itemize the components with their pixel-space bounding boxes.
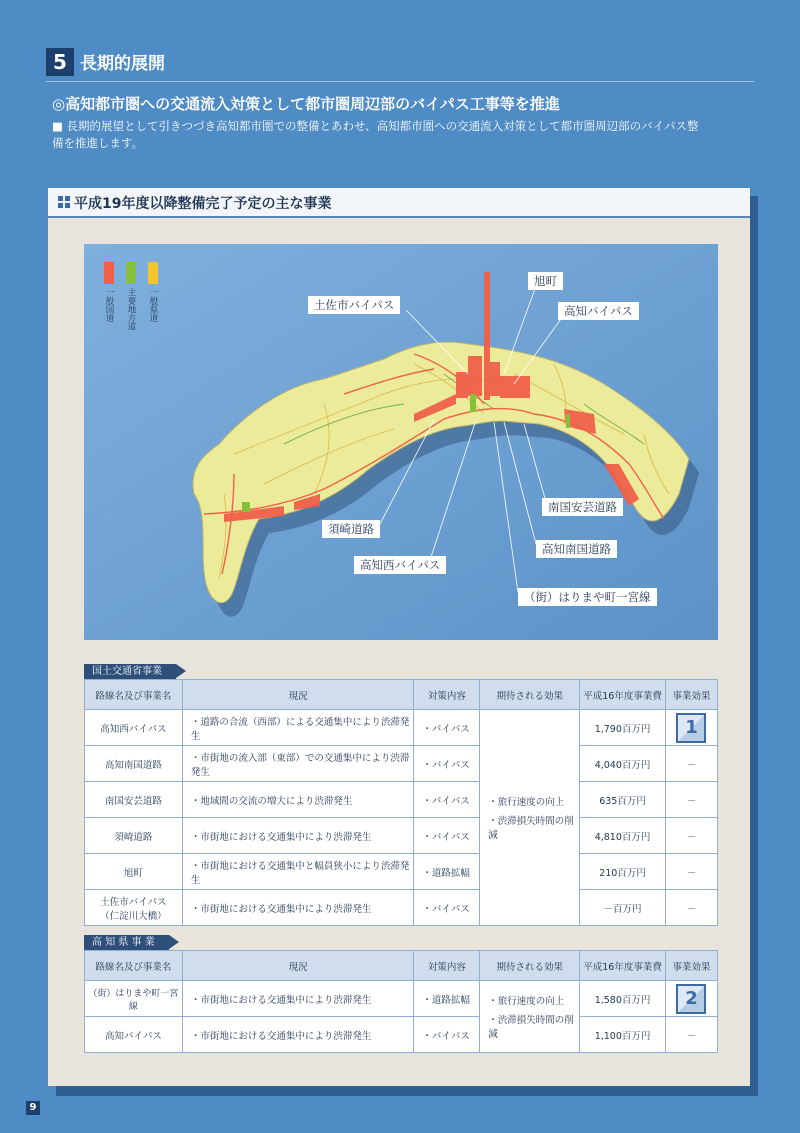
effect-line: ・旅行速度の向上	[488, 996, 565, 1007]
legend-label: 主要地方道	[126, 288, 136, 331]
effect-cell: －	[665, 746, 717, 782]
table-row	[85, 890, 718, 926]
section-number: 5	[46, 48, 74, 76]
national-projects-table	[84, 679, 718, 926]
prefecture-table-tab: 高 知 県 事 業	[84, 935, 169, 950]
effect-cell: －	[665, 890, 717, 926]
project-measure: ・バイパス	[414, 818, 480, 854]
effect-badge-2[interactable]: 2	[676, 984, 706, 1014]
col-header: 事業効果	[665, 951, 717, 981]
project-name: 高知バイパス	[85, 1017, 183, 1053]
project-measure: ・バイパス	[414, 1017, 480, 1053]
table-header-row	[85, 951, 718, 981]
col-header: 対策内容	[414, 680, 480, 710]
section-title: 長期的展開	[80, 54, 165, 74]
map-label-susaki: 須崎道路	[322, 520, 380, 538]
legend-label: 一般県道	[148, 288, 158, 322]
project-measure: ・道路拡幅	[414, 854, 480, 890]
effect-line: ・渋滞損失時間の削減	[488, 1015, 574, 1040]
intro-bullet: ■ 長期的展望として引きつづき高知都市圏での整備とあわせ、高知都市圏への交通流入対策として都市圏周辺部のバイパス整備を推進します。	[52, 119, 699, 150]
project-status: ・市街地における交通集中により渋滞発生	[182, 890, 414, 926]
table-row	[85, 1017, 718, 1053]
project-name	[85, 890, 183, 926]
effect-badge-1[interactable]: 1	[676, 713, 706, 743]
map-label-harimaya: （街）はりまや町一宮線	[518, 588, 657, 606]
project-name: 高知西バイパス	[85, 710, 183, 746]
legend-prefectural-road	[146, 262, 160, 322]
project-cost: 4,810百万円	[580, 818, 666, 854]
project-cost: 4,040百万円	[580, 746, 666, 782]
table-row	[85, 710, 718, 746]
map-label-asahi: 旭町	[528, 272, 563, 290]
map-label-kochi-bypass: 高知バイパス	[558, 302, 639, 320]
col-header: 期待される効果	[480, 680, 580, 710]
legend-national-road	[102, 262, 116, 322]
legend-main-local-road	[124, 262, 138, 331]
col-header: 現況	[182, 951, 414, 981]
effect-line: ・旅行速度の向上	[488, 797, 565, 808]
map-label-kochi-nankoku: 高知南国道路	[536, 540, 617, 558]
project-name-sub: （仁淀川大橋）	[100, 910, 167, 922]
project-name-line: 土佐市バイパス	[100, 896, 167, 908]
project-status: ・地域間の交流の増大により渋滞発生	[182, 782, 414, 818]
col-header: 対策内容	[414, 951, 480, 981]
map-label-nankoku-aki: 南国安芸道路	[542, 498, 623, 516]
legend-swatch-red	[104, 262, 114, 284]
project-measure: ・バイパス	[414, 746, 480, 782]
project-status: ・市街地における交通集中により渋滞発生	[182, 981, 414, 1017]
project-status: ・市街地における交通集中により渋滞発生	[182, 1017, 414, 1053]
panel-title: 平成19年度以降整備完了予定の主な事業	[74, 196, 332, 212]
effect-cell	[665, 981, 717, 1017]
page-subtitle: ◎高知都市圏への交通流入対策として都市圏周辺部のバイパス工事等を推進	[52, 95, 560, 113]
effect-cell: －	[665, 1017, 717, 1053]
map-label-tosa-bypass: 土佐市バイパス	[308, 296, 400, 314]
page-number: 9	[26, 1101, 40, 1115]
col-header: 路線名及び事業名	[85, 951, 183, 981]
col-header: 平成16年度事業費	[580, 951, 666, 981]
project-cost: 635百万円	[580, 782, 666, 818]
grid-icon	[58, 196, 70, 208]
effect-line: ・渋滞損失時間の削減	[488, 816, 574, 841]
table-header-row	[85, 680, 718, 710]
prefecture-projects-table	[84, 950, 718, 1053]
project-name: 高知南国道路	[85, 746, 183, 782]
effect-cell: －	[665, 782, 717, 818]
table-row	[85, 746, 718, 782]
table-row	[85, 981, 718, 1017]
col-header: 平成16年度事業費	[580, 680, 666, 710]
table-row	[85, 854, 718, 890]
project-status: ・市街地における交通集中により渋滞発生	[182, 818, 414, 854]
project-cost: 1,580百万円	[580, 981, 666, 1017]
col-header: 事業効果	[665, 680, 717, 710]
legend-label: 一般国道	[104, 288, 114, 322]
col-header: 路線名及び事業名	[85, 680, 183, 710]
project-status: ・市街地の流入部（東部）での交通集中により渋滞発生	[182, 746, 414, 782]
project-cost: 210百万円	[580, 854, 666, 890]
map-label-kochi-west-bypass: 高知西バイパス	[354, 556, 446, 574]
expected-effect	[480, 710, 580, 926]
national-table-tab: 国土交通省事業	[84, 664, 176, 679]
header-divider	[46, 81, 754, 82]
effect-cell: －	[665, 818, 717, 854]
table-row	[85, 782, 718, 818]
project-cost: 1,100百万円	[580, 1017, 666, 1053]
project-name: 須崎道路	[85, 818, 183, 854]
expected-effect	[480, 981, 580, 1053]
project-measure: ・バイパス	[414, 710, 480, 746]
project-status: ・道路の合流（西部）による交通集中により渋滞発生	[182, 710, 414, 746]
legend-swatch-yellow	[148, 262, 158, 284]
col-header: 期待される効果	[480, 951, 580, 981]
legend-swatch-green	[126, 262, 136, 284]
table-row	[85, 818, 718, 854]
project-measure: ・バイパス	[414, 890, 480, 926]
project-measure: ・バイパス	[414, 782, 480, 818]
project-cost: 1,790百万円	[580, 710, 666, 746]
project-status: ・市街地における交通集中と幅員狭小により渋滞発生	[182, 854, 414, 890]
project-name: （街）はりまや町一宮線	[85, 981, 183, 1017]
col-header: 現況	[182, 680, 414, 710]
project-measure: ・道路拡幅	[414, 981, 480, 1017]
kochi-map	[84, 244, 718, 640]
project-cost: －百万円	[580, 890, 666, 926]
project-name: 旭町	[85, 854, 183, 890]
project-name: 南国安芸道路	[85, 782, 183, 818]
effect-cell	[665, 710, 717, 746]
effect-cell: －	[665, 854, 717, 890]
